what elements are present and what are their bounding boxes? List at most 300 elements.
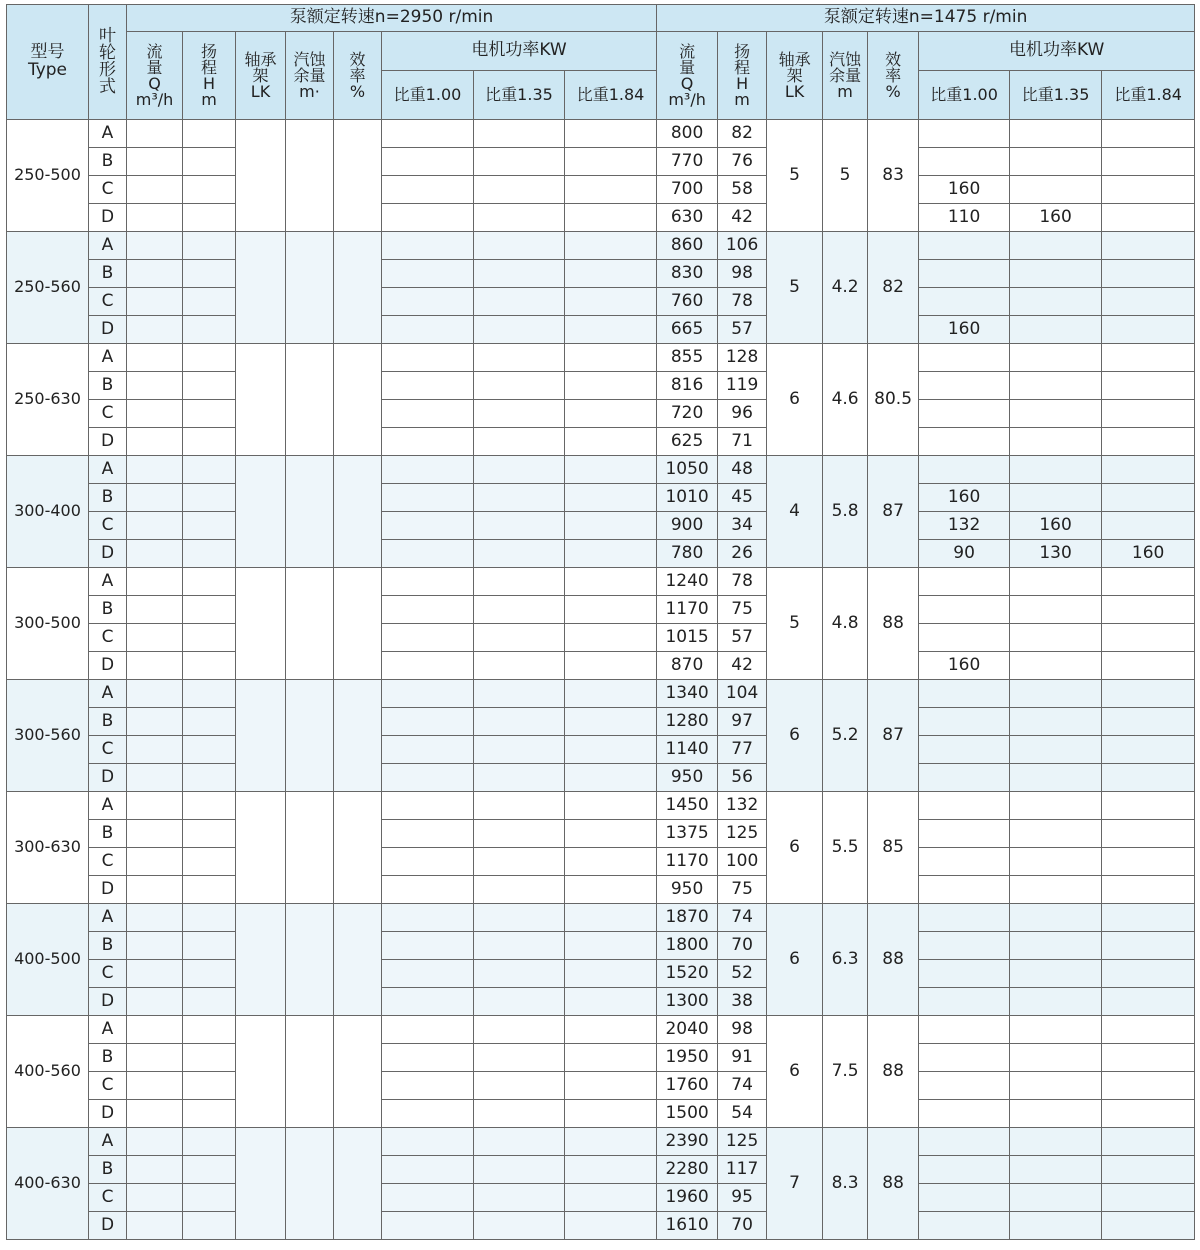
table-row [7,456,1195,484]
power-sg100-2950-cell [382,652,474,680]
head-1475-cell: 70 [718,1212,767,1240]
power-sg135-2950-cell [474,1212,565,1240]
flow-1475-cell: 900 [657,512,718,540]
head-1475-cell: 71 [718,428,767,456]
power-sg184-1475-cell [1102,680,1195,708]
npsh-header-1475: 汽蚀余量 m [823,32,868,120]
flow-1475-cell: 950 [657,764,718,792]
flow-2950-cell [127,484,183,512]
flow-1475-cell: 1870 [657,904,718,932]
flow-1475-cell: 1950 [657,1044,718,1072]
head-2950-cell [183,1044,236,1072]
flow-2950-cell [127,148,183,176]
power-sg100-2950-cell [382,1100,474,1128]
impeller-cell: C [89,288,127,316]
power-sg135-2950-cell [474,1016,565,1044]
power-sg135-1475-cell [1010,904,1102,932]
bearing-1475-cell: 6 [767,344,823,456]
eff-1475-cell: 80.5 [868,344,919,456]
flow-1475-cell: 1010 [657,484,718,512]
flow-2950-cell [127,708,183,736]
npsh-1475-cell: 7.5 [823,1016,868,1128]
bearing-2950-cell [236,120,286,232]
power-sg135-1475-cell [1010,988,1102,1016]
impeller-cell: C [89,736,127,764]
power-sg184-2950-cell [565,1128,657,1156]
power-sg100-2950-cell [382,1156,474,1184]
power-sg135-2950-cell [474,596,565,624]
table-row [7,960,1195,988]
flow-2950-cell [127,680,183,708]
npsh-1475-cell: 5.8 [823,456,868,568]
power-sg184-2950-cell [565,708,657,736]
power-sg135-1475-cell [1010,1184,1102,1212]
power-sg100-1475-cell [919,624,1010,652]
power-sg135-2950-cell [474,820,565,848]
impeller-header: 叶轮形式 [89,5,127,120]
flow-2950-cell [127,344,183,372]
table-row [7,652,1195,680]
flow-2950-cell [127,512,183,540]
power-sg100-2950-cell [382,1128,474,1156]
impeller-cell: A [89,344,127,372]
head-2950-cell [183,456,236,484]
flow-1475-cell: 2390 [657,1128,718,1156]
power-sg184-1475-cell [1102,120,1195,148]
power-sg184-2950-cell [565,988,657,1016]
power-sg184-1475-cell [1102,848,1195,876]
power-sg100-2950-cell [382,960,474,988]
power-sg135-2950-cell [474,1184,565,1212]
power-sg135-2950-cell [474,400,565,428]
table-row [7,1044,1195,1072]
head-header-1475: 扬程 H m [718,32,767,120]
power-sg184-1475-cell [1102,708,1195,736]
impeller-cell: D [89,1212,127,1240]
power-sg100-1475-cell [919,568,1010,596]
power-sg135-1475-cell [1010,1128,1102,1156]
table-row [7,624,1195,652]
power-sg135-2950-cell [474,176,565,204]
impeller-cell: A [89,232,127,260]
table-row [7,988,1195,1016]
power-sg100-1475-cell [919,288,1010,316]
power-sg135-2950-cell [474,904,565,932]
table-row [7,904,1195,932]
head-2950-cell [183,204,236,232]
power-sg184-2950-cell [565,736,657,764]
table-row [7,1016,1195,1044]
head-2950-cell [183,372,236,400]
power-sg100-2950-cell [382,764,474,792]
power-sg184-2950-cell [565,456,657,484]
table-row [7,372,1195,400]
power-sg100-1475-cell [919,820,1010,848]
table-row [7,596,1195,624]
power-sg135-1475-cell [1010,316,1102,344]
table-row [7,848,1195,876]
head-2950-cell [183,904,236,932]
head-1475-cell: 97 [718,708,767,736]
flow-1475-cell: 630 [657,204,718,232]
flow-1475-cell: 1240 [657,568,718,596]
power-sg135-1475-cell [1010,260,1102,288]
head-2950-cell [183,1016,236,1044]
power-sg184-1475-cell [1102,568,1195,596]
impeller-cell: B [89,596,127,624]
npsh-1475-cell: 5 [823,120,868,232]
head-1475-cell: 52 [718,960,767,988]
power-sg184-1475-cell [1102,344,1195,372]
head-1475-cell: 75 [718,876,767,904]
power-sg100-2950-cell [382,456,474,484]
flow-1475-cell: 700 [657,176,718,204]
head-1475-cell: 77 [718,736,767,764]
head-1475-cell: 91 [718,1044,767,1072]
model-cell: 300-630 [7,792,89,904]
head-2950-cell [183,260,236,288]
bearing-1475-cell: 6 [767,904,823,1016]
model-header [7,5,89,120]
power-sg184-2950-cell [565,764,657,792]
head-2950-cell [183,232,236,260]
power-sg135-2950-cell [474,568,565,596]
power-sg135-2950-cell [474,736,565,764]
power-sg184-1475-cell [1102,1016,1195,1044]
flow-1475-cell: 1450 [657,792,718,820]
head-2950-cell [183,848,236,876]
power-sg184-1475-cell [1102,736,1195,764]
model-cell: 400-500 [7,904,89,1016]
power-sg184-1475-cell [1102,232,1195,260]
sg-184-header-1475: 比重1.84 [1102,71,1195,120]
model-cell: 400-560 [7,1016,89,1128]
impeller-cell: C [89,624,127,652]
impeller-cell: C [89,400,127,428]
flow-1475-cell: 780 [657,540,718,568]
head-2950-cell [183,316,236,344]
power-sg184-1475-cell [1102,372,1195,400]
power-sg184-2950-cell [565,680,657,708]
power-sg135-2950-cell [474,960,565,988]
power-sg135-1475-cell [1010,372,1102,400]
bearing-header-1475: 轴承架 LK [767,32,823,120]
power-sg135-1475-cell [1010,344,1102,372]
table-row [7,708,1195,736]
bearing-header-2950: 轴承架 LK [236,32,286,120]
bearing-1475-cell: 6 [767,680,823,792]
npsh-1475-cell: 5.2 [823,680,868,792]
flow-2950-cell [127,288,183,316]
flow-2950-cell [127,1184,183,1212]
power-sg184-1475-cell [1102,456,1195,484]
flow-2950-cell [127,1128,183,1156]
head-2950-cell [183,792,236,820]
eff-2950-cell [334,568,382,680]
speed-2950-header: 泵额定转速n=2950 r/min [127,5,657,32]
head-1475-cell: 119 [718,372,767,400]
flow-1475-cell: 1050 [657,456,718,484]
power-sg100-1475-cell [919,372,1010,400]
power-sg135-2950-cell [474,260,565,288]
head-2950-cell [183,1072,236,1100]
flow-2950-cell [127,456,183,484]
head-2950-cell [183,932,236,960]
power-sg100-1475-cell [919,596,1010,624]
head-2950-cell [183,876,236,904]
power-sg135-2950-cell [474,148,565,176]
flow-1475-cell: 1170 [657,848,718,876]
power-sg184-1475-cell: 160 [1102,540,1195,568]
npsh-2950-cell [286,456,334,568]
impeller-cell: D [89,428,127,456]
head-1475-cell: 78 [718,568,767,596]
power-sg135-2950-cell [474,120,565,148]
eff-2950-cell [334,232,382,344]
power-sg184-1475-cell [1102,400,1195,428]
head-2950-cell [183,1184,236,1212]
power-sg100-2950-cell [382,428,474,456]
table-row [7,484,1195,512]
bearing-1475-cell: 7 [767,1128,823,1240]
flow-2950-cell [127,736,183,764]
power-sg184-1475-cell [1102,988,1195,1016]
flow-2950-cell [127,232,183,260]
power-sg100-1475-cell: 90 [919,540,1010,568]
head-1475-cell: 95 [718,1184,767,1212]
flow-2950-cell [127,988,183,1016]
power-sg100-1475-cell [919,708,1010,736]
power-sg184-1475-cell [1102,316,1195,344]
flow-2950-cell [127,260,183,288]
power-sg135-1475-cell [1010,876,1102,904]
table-row [7,1072,1195,1100]
power-sg184-1475-cell [1102,288,1195,316]
power-sg135-1475-cell [1010,120,1102,148]
flow-1475-cell: 1520 [657,960,718,988]
flow-1475-cell: 760 [657,288,718,316]
power-sg184-2950-cell [565,204,657,232]
power-sg135-2950-cell [474,540,565,568]
power-sg100-1475-cell [919,400,1010,428]
flow-1475-cell: 950 [657,876,718,904]
power-sg135-1475-cell [1010,1212,1102,1240]
power-sg184-2950-cell [565,848,657,876]
model-cell: 250-500 [7,120,89,232]
head-1475-cell: 45 [718,484,767,512]
head-1475-cell: 74 [718,1072,767,1100]
power-sg135-2950-cell [474,1044,565,1072]
power-sg184-2950-cell [565,624,657,652]
table-row [7,876,1195,904]
power-sg100-1475-cell: 160 [919,316,1010,344]
flow-2950-cell [127,372,183,400]
flow-1475-cell: 770 [657,148,718,176]
flow-1475-cell: 665 [657,316,718,344]
table-row [7,736,1195,764]
head-1475-cell: 128 [718,344,767,372]
power-sg100-2950-cell [382,680,474,708]
power-sg100-1475-cell [919,792,1010,820]
impeller-cell: D [89,540,127,568]
power-sg184-2950-cell [565,148,657,176]
power-sg100-1475-cell [919,736,1010,764]
power-sg135-2950-cell [474,932,565,960]
power-sg100-2950-cell [382,568,474,596]
power-sg184-1475-cell [1102,904,1195,932]
power-sg184-1475-cell [1102,624,1195,652]
power-sg100-1475-cell [919,876,1010,904]
impeller-cell: B [89,148,127,176]
flow-1475-cell: 1170 [657,596,718,624]
npsh-2950-cell [286,904,334,1016]
power-sg100-2950-cell [382,876,474,904]
impeller-cell: A [89,1016,127,1044]
power-sg135-2950-cell [474,988,565,1016]
table-row [7,176,1195,204]
head-2950-cell [183,1100,236,1128]
npsh-1475-cell: 4.8 [823,568,868,680]
flow-1475-cell: 2280 [657,1156,718,1184]
power-sg135-1475-cell: 160 [1010,204,1102,232]
npsh-1475-cell: 4.6 [823,344,868,456]
power-sg100-2950-cell [382,904,474,932]
flow-1475-cell: 1300 [657,988,718,1016]
power-sg100-2950-cell [382,708,474,736]
power-sg135-1475-cell [1010,568,1102,596]
power-sg100-1475-cell [919,1072,1010,1100]
power-sg135-2950-cell [474,764,565,792]
flow-1475-cell: 1140 [657,736,718,764]
power-sg184-1475-cell [1102,596,1195,624]
power-sg135-2950-cell [474,1100,565,1128]
impeller-cell: C [89,176,127,204]
power-sg135-2950-cell [474,792,565,820]
power-sg135-1475-cell [1010,736,1102,764]
power-sg184-2950-cell [565,316,657,344]
power-sg100-2950-cell [382,1212,474,1240]
power-sg100-1475-cell: 132 [919,512,1010,540]
sg-100-header-2950: 比重1.00 [382,71,474,120]
power-sg184-1475-cell [1102,484,1195,512]
power-sg135-1475-cell [1010,232,1102,260]
power-sg135-1475-cell [1010,624,1102,652]
power-sg100-1475-cell [919,1100,1010,1128]
power-sg135-1475-cell [1010,428,1102,456]
impeller-cell: B [89,820,127,848]
power-sg184-2950-cell [565,344,657,372]
power-sg184-1475-cell [1102,1184,1195,1212]
power-sg184-2950-cell [565,904,657,932]
table-row [7,1212,1195,1240]
bearing-2950-cell [236,568,286,680]
head-2950-cell [183,624,236,652]
power-sg184-2950-cell [565,288,657,316]
power-sg100-1475-cell: 160 [919,652,1010,680]
power-sg100-1475-cell: 160 [919,484,1010,512]
power-sg135-2950-cell [474,344,565,372]
impeller-cell: A [89,120,127,148]
power-sg184-1475-cell [1102,1044,1195,1072]
power-sg184-2950-cell [565,1044,657,1072]
eff-2950-cell [334,120,382,232]
power-sg100-2950-cell [382,204,474,232]
power-sg184-1475-cell [1102,932,1195,960]
power-sg135-1475-cell [1010,1072,1102,1100]
power-sg100-2950-cell [382,988,474,1016]
bearing-1475-cell: 6 [767,1016,823,1128]
flow-2950-cell [127,204,183,232]
eff-2950-cell [334,792,382,904]
flow-1475-cell: 1500 [657,1100,718,1128]
power-sg135-1475-cell [1010,764,1102,792]
flow-2950-cell [127,1072,183,1100]
power-sg100-2950-cell [382,344,474,372]
eff-2950-cell [334,1016,382,1128]
table-row [7,428,1195,456]
eff-2950-cell [334,456,382,568]
table-row [7,680,1195,708]
head-1475-cell: 75 [718,596,767,624]
power-sg184-1475-cell [1102,260,1195,288]
flow-1475-cell: 625 [657,428,718,456]
head-1475-cell: 106 [718,232,767,260]
power-sg184-1475-cell [1102,1128,1195,1156]
power-sg100-2950-cell [382,540,474,568]
power-sg135-1475-cell [1010,932,1102,960]
head-2950-cell [183,428,236,456]
power-sg184-1475-cell [1102,1072,1195,1100]
power-sg184-1475-cell [1102,148,1195,176]
power-sg100-1475-cell [919,1044,1010,1072]
eff-2950-cell [334,904,382,1016]
table-row [7,512,1195,540]
power-sg100-2950-cell [382,624,474,652]
bearing-2950-cell [236,344,286,456]
head-2950-cell [183,764,236,792]
impeller-cell: D [89,876,127,904]
npsh-2950-cell [286,680,334,792]
impeller-cell: D [89,316,127,344]
power-sg100-1475-cell [919,1128,1010,1156]
flow-2950-cell [127,932,183,960]
power-sg135-1475-cell [1010,792,1102,820]
npsh-1475-cell: 4.2 [823,232,868,344]
flow-2950-cell [127,1100,183,1128]
model-cell: 300-500 [7,568,89,680]
power-sg100-2950-cell [382,596,474,624]
table-row [7,344,1195,372]
table-row [7,316,1195,344]
impeller-cell: C [89,1072,127,1100]
power-sg184-1475-cell [1102,652,1195,680]
flow-1475-cell: 1340 [657,680,718,708]
eff-header-1475: 效率 % [868,32,919,120]
head-2950-cell [183,484,236,512]
impeller-cell: D [89,988,127,1016]
power-sg184-1475-cell [1102,428,1195,456]
head-1475-cell: 34 [718,512,767,540]
power-sg135-2950-cell [474,204,565,232]
speed-1475-header: 泵额定转速n=1475 r/min [657,5,1195,32]
power-sg135-1475-cell [1010,708,1102,736]
power-sg100-2950-cell [382,1044,474,1072]
power-sg135-2950-cell [474,708,565,736]
table-row [7,232,1195,260]
power-sg100-1475-cell [919,848,1010,876]
head-1475-cell: 98 [718,260,767,288]
power-sg184-2950-cell [565,232,657,260]
